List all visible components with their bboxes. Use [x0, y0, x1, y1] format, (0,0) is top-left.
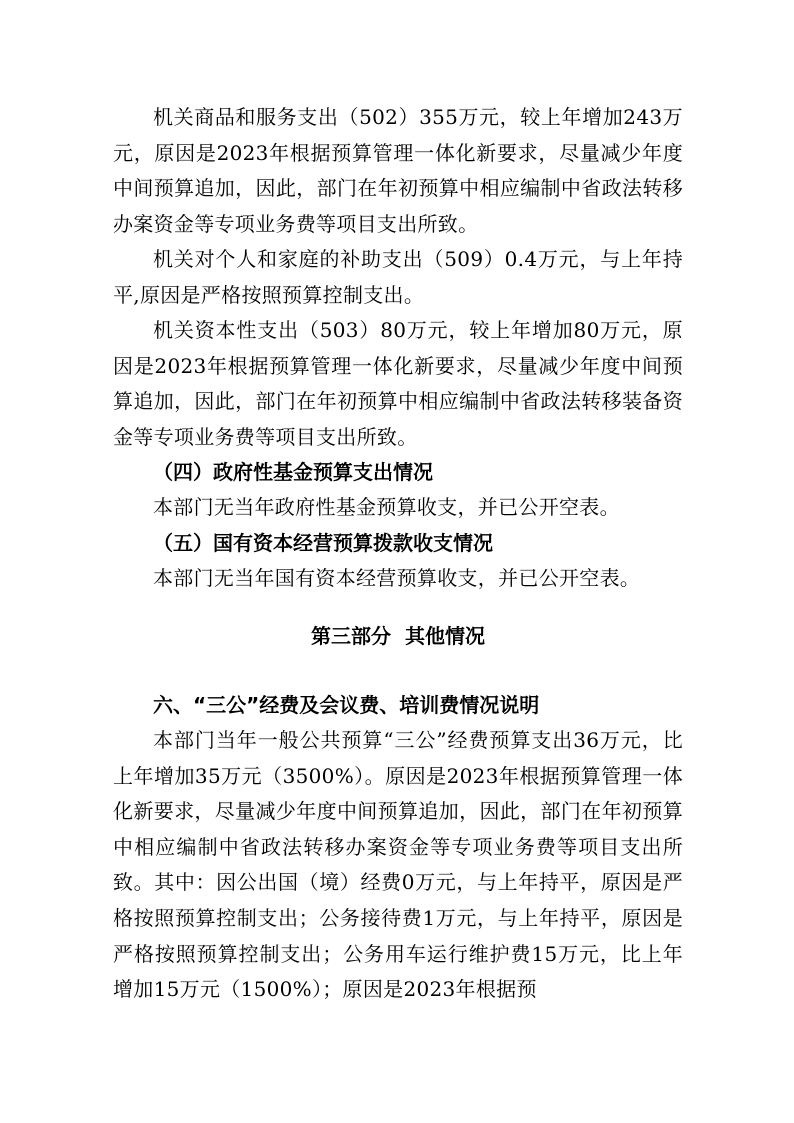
paragraph-government-fund-budget: 本部门无当年政府性基金预算收支，并已公开空表。 [153, 495, 620, 519]
paragraph-state-capital-budget: 本部门无当年国有资本经营预算收支，并已公开空表。 [153, 566, 641, 590]
part-three-title: 第三部分 其他情况 [311, 624, 485, 648]
paragraph-household-subsidy-expense: 机关对个人和家庭的补助支出（509）0.4万元，与上年持平,原因是严格按照预算控制支出。 [113, 247, 683, 307]
paragraph-commodity-services-expense: 机关商品和服务支出（502）355万元，较上年增加243万元，原因是2023年根据预算管理一体化新要求，尽量减少年度中间预算追加，因此，部门在年初预算中相应编制中省政法转移办案资金等专项业务费等项目支出所致。 [113, 105, 683, 236]
heading-state-capital-budget: （五）国有资本经营预算拨款收支情况 [153, 531, 493, 555]
paragraph-three-public-expenses: 本部门当年一般公共预算“三公”经费预算支出36万元，比上年增加35万元（3500%）。原因是2023年根据预算管理一体化新要求，尽量减少年度中间预算追加，因此，部门在年初预算中相应编制中省政法转移办案资金等专项业务费等项目支出所致。其中：因公出国（境）经费0万元，与上年持平，原因是严格按照预算控制支出；公务接待费1万元，与上年持平，原因是严格按照预算控制支出；公务用车运行维护费15万元，比上年增加15万元（1500%）；原因是2023年根据预 [113, 728, 683, 1002]
heading-three-public-expenses: 六、“三公”经费及会议费、培训费情况说明 [153, 693, 540, 717]
paragraph-capital-expense: 机关资本性支出（503）80万元，较上年增加80万元，原因是2023年根据预算管理一体化新要求，尽量减少年度中间预算追加，因此，部门在年初预算中相应编制中省政法转移装备资金等专项业务费等项目支出所致。 [113, 318, 683, 449]
heading-government-fund-budget: （四）政府性基金预算支出情况 [153, 460, 433, 484]
